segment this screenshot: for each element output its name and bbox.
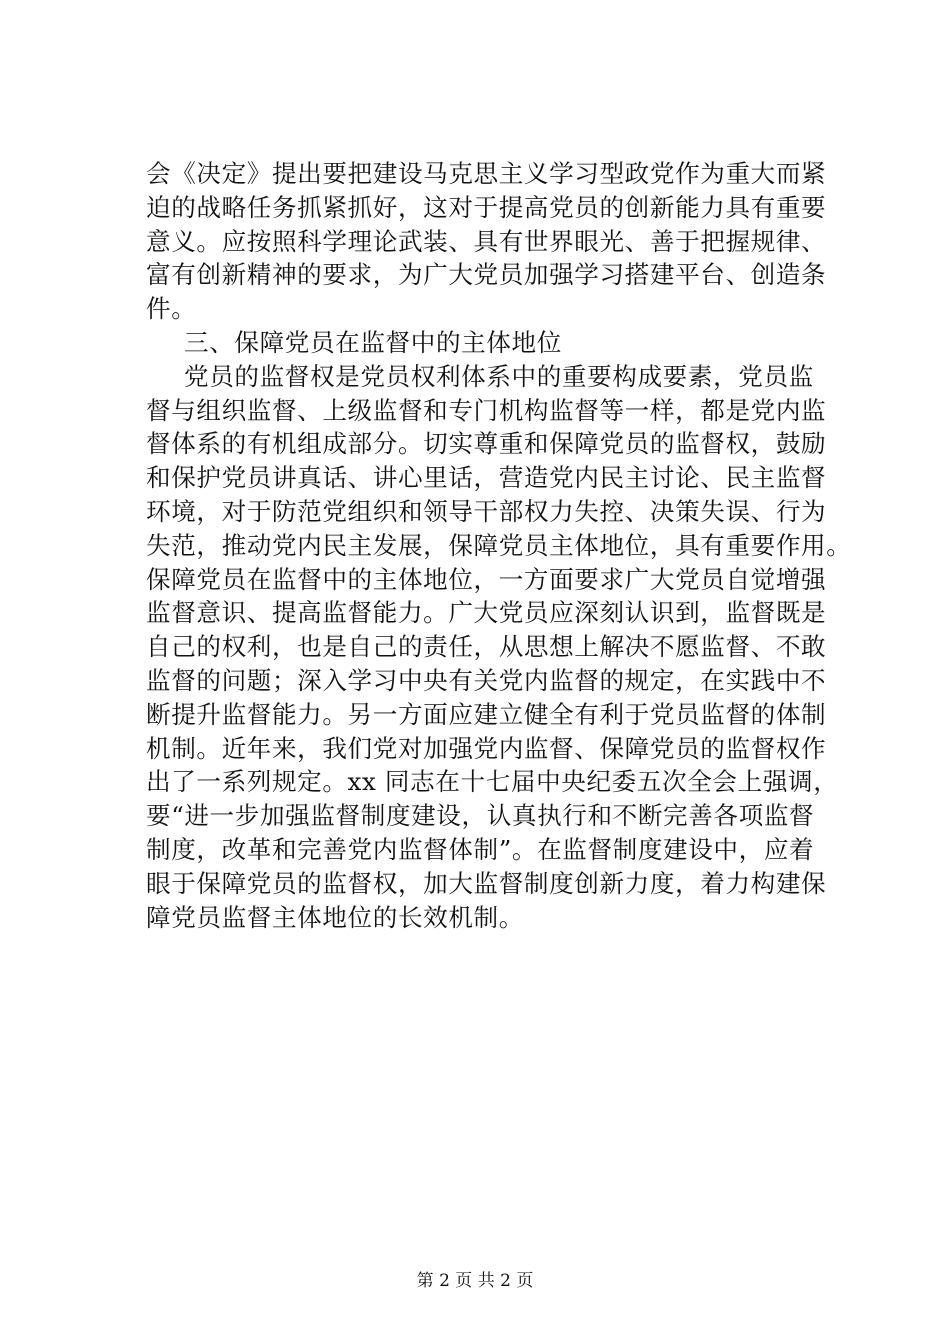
body-line: 要“进一步加强监督制度建设，认真执行和不断完善各项监督 [146, 801, 815, 831]
body-line: 意义。应按照科学理论武装、具有世界眼光、善于把握规律、 [146, 226, 827, 256]
body-line: 督与组织监督、上级监督和专门机构监督等一样，都是党内监 [146, 395, 827, 425]
section-heading: 三、保障党员在监督中的主体地位 [184, 327, 562, 357]
body-line: 制度，改革和完善党内监督体制”。在监督制度建设中，应着 [146, 834, 815, 864]
body-line: 会《决定》提出要把建设马克思主义学习型政党作为重大而紧 [146, 159, 827, 188]
document-body [146, 157, 852, 934]
body-line: 失范，推动党内民主发展，保障党员主体地位，具有重要作用。 [146, 530, 852, 560]
body-line: 保障党员在监督中的主体地位，一方面要求广大党员自觉增强 [146, 564, 827, 594]
body-line: 出了一系列规定。xx 同志在十七届中央纪委五次全会上强调， [146, 767, 839, 797]
body-line: 障党员监督主体地位的长效机制。 [146, 902, 524, 932]
body-line: 断提升监督能力。另一方面应建立健全有利于党员监督的体制 [146, 699, 827, 729]
body-line: 环境，对于防范党组织和领导干部权力失控、决策失误、行为 [146, 496, 827, 526]
body-line: 眼于保障党员的监督权，加大监督制度创新力度，着力构建保 [146, 868, 827, 898]
body-line: 督体系的有机组成部分。切实尊重和保障党员的监督权，鼓励 [146, 429, 827, 459]
body-line: 自己的权利，也是自己的责任，从思想上解决不愿监督、不敢 [146, 632, 827, 662]
paragraph-first-line: 党员的监督权是党员权利体系中的重要构成要素，党员监 [184, 361, 814, 391]
body-line: 监督的问题；深入学习中央有关党内监督的规定，在实践中不 [146, 665, 827, 695]
page-footer [0, 1270, 950, 1292]
body-line: 和保护党员讲真话、讲心里话，营造党内民主讨论、民主监督 [146, 463, 827, 493]
body-line: 件。 [146, 294, 197, 324]
body-line: 富有创新精神的要求，为广大党员加强学习搭建平台、创造条 [146, 260, 827, 290]
body-line: 迫的战略任务抓紧抓好，这对于提高党员的创新能力具有重要 [146, 192, 827, 222]
body-line: 机制。近年来，我们党对加强党内监督、保障党员的监督权作 [146, 733, 827, 763]
body-line: 监督意识、提高监督能力。广大党员应深刻认识到，监督既是 [146, 598, 827, 628]
page-number: 第 2 页 共 2 页 [416, 1271, 534, 1291]
